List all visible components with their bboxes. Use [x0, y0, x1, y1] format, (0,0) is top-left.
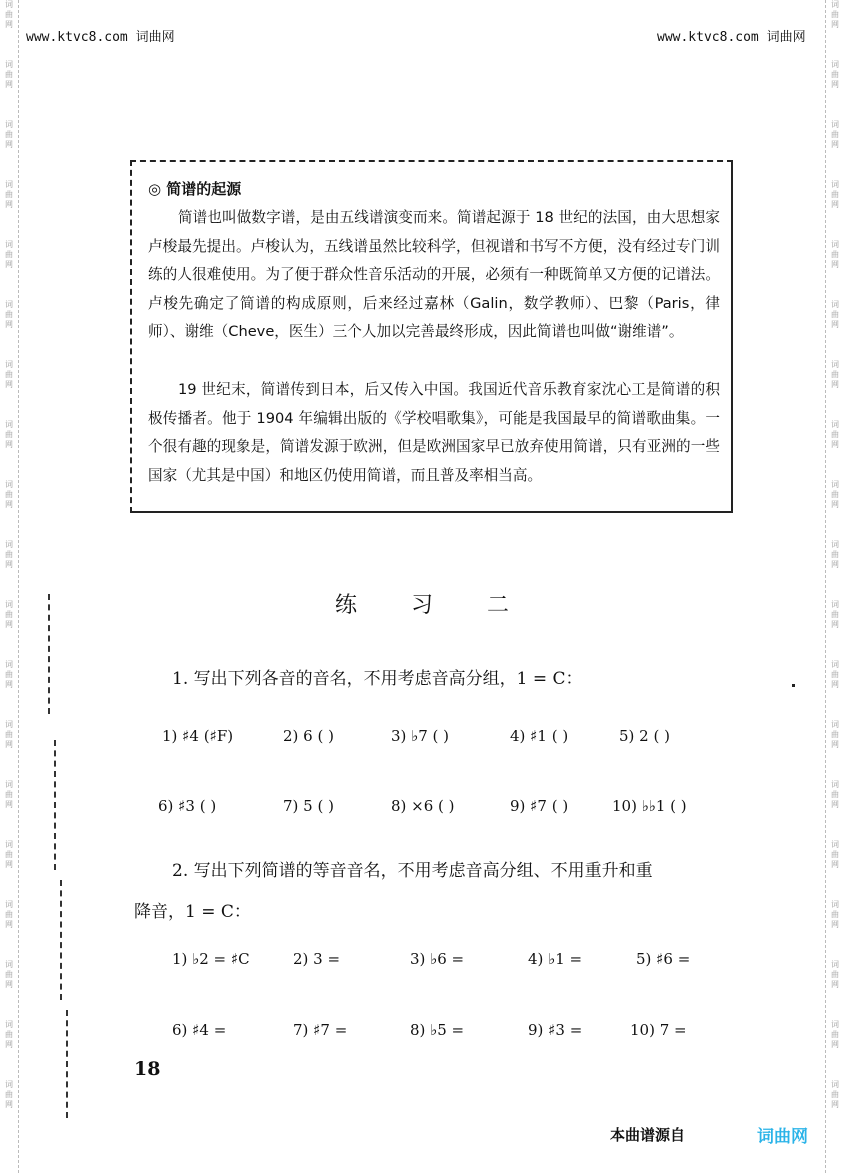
side-watermark-char: 网	[5, 500, 13, 509]
side-watermark-char: 曲	[5, 250, 13, 259]
side-watermark-group	[826, 420, 844, 480]
margin-line	[54, 740, 56, 870]
side-watermark-char: 网	[831, 1040, 839, 1049]
side-watermark-char: 网	[5, 200, 13, 209]
side-watermark-char: 曲	[5, 610, 13, 619]
side-watermark-char: 词	[831, 900, 839, 909]
side-watermark-char: 网	[831, 440, 839, 449]
side-watermark-char: 曲	[831, 310, 839, 319]
question-2-line-2: 降音，1 = C：	[134, 902, 251, 922]
side-watermark-group	[826, 840, 844, 900]
q2-item: 2) 3 =	[293, 950, 341, 968]
side-watermark-group	[826, 240, 844, 300]
side-watermark-char: 词	[831, 120, 839, 129]
side-watermark-char: 曲	[5, 1090, 13, 1099]
side-watermark-char: 词	[5, 120, 13, 129]
side-watermark-char: 词	[5, 1080, 13, 1089]
side-watermark-char: 词	[5, 780, 13, 789]
side-watermark-group	[0, 360, 18, 420]
side-watermark-char: 网	[831, 20, 839, 29]
side-watermark-char: 网	[5, 620, 13, 629]
side-watermark-char: 曲	[831, 250, 839, 259]
side-watermark-char: 词	[5, 480, 13, 489]
side-watermark-char: 曲	[831, 790, 839, 799]
q1-item: 5) 2 ( )	[619, 727, 670, 745]
side-watermark-group	[0, 660, 18, 720]
side-watermark-group	[826, 900, 844, 960]
side-watermark-char: 词	[5, 240, 13, 249]
side-watermark-char: 词	[5, 180, 13, 189]
margin-line	[66, 1010, 68, 1118]
side-watermark-char: 网	[5, 800, 13, 809]
side-watermark-char: 曲	[831, 430, 839, 439]
side-watermark-char: 网	[5, 20, 13, 29]
side-watermark-group	[0, 180, 18, 240]
side-watermark-char: 网	[831, 560, 839, 569]
side-watermark-char: 网	[5, 140, 13, 149]
q2-item: 10) 7 =	[630, 1021, 687, 1039]
q1-item: 4) ♯1 ( )	[510, 727, 569, 745]
side-watermark-group	[826, 660, 844, 720]
side-watermark-char: 曲	[5, 70, 13, 79]
side-watermark-group	[0, 1020, 18, 1080]
page-number: 18	[134, 1058, 161, 1080]
side-watermark-char: 词	[831, 480, 839, 489]
side-watermark-char: 网	[831, 860, 839, 869]
side-watermark-char: 曲	[5, 430, 13, 439]
side-watermark-group	[826, 720, 844, 780]
side-watermark-char: 曲	[831, 610, 839, 619]
side-watermark-char: 曲	[5, 910, 13, 919]
side-watermark-char: 网	[831, 680, 839, 689]
side-watermark-char: 网	[5, 920, 13, 929]
side-watermark-group	[0, 960, 18, 1020]
side-watermark-char: 词	[5, 960, 13, 969]
side-watermark-char: 词	[831, 180, 839, 189]
side-watermark-char: 网	[5, 860, 13, 869]
q2-item: 5) ♯6 =	[636, 950, 691, 968]
side-watermark-char: 词	[5, 60, 13, 69]
side-watermark-char: 词	[831, 300, 839, 309]
side-watermark-char: 网	[831, 1100, 839, 1109]
question-2-line-1: 2. 写出下列简谱的等音音名，不用考虑音高分组、不用重升和重	[172, 861, 653, 881]
side-watermark-char: 词	[831, 780, 839, 789]
side-watermark-char: 词	[831, 60, 839, 69]
side-watermark-group	[0, 780, 18, 840]
side-watermark-char: 网	[831, 800, 839, 809]
side-watermark-char: 曲	[831, 1090, 839, 1099]
side-watermark-char: 曲	[5, 490, 13, 499]
side-watermark-group	[0, 0, 18, 60]
q2-item: 1) ♭2 = ♯C	[172, 950, 250, 968]
side-watermark-char: 曲	[5, 130, 13, 139]
q1-item: 2) 6 ( )	[283, 727, 334, 745]
side-watermark-char: 网	[831, 980, 839, 989]
side-watermark-char: 词	[5, 840, 13, 849]
side-watermark-group	[0, 1080, 18, 1140]
side-watermark-group	[826, 0, 844, 60]
q2-item: 8) ♭5 =	[410, 1021, 465, 1039]
side-watermark-group	[826, 60, 844, 120]
side-watermark-group	[0, 420, 18, 480]
side-watermark-char: 曲	[831, 370, 839, 379]
side-watermark-group	[826, 960, 844, 1020]
side-watermark-char: 网	[5, 560, 13, 569]
side-watermark-char: 词	[831, 660, 839, 669]
side-watermark-char: 网	[5, 980, 13, 989]
origin-info-box	[130, 160, 733, 513]
side-watermark-char: 词	[831, 1080, 839, 1089]
q2-item: 6) ♯4 =	[172, 1021, 227, 1039]
side-watermark-char: 网	[831, 80, 839, 89]
side-watermark-group	[0, 60, 18, 120]
side-watermark-char: 曲	[831, 490, 839, 499]
side-watermark-char: 曲	[5, 1030, 13, 1039]
side-watermark-char: 词	[5, 420, 13, 429]
header-right-watermark: www.ktvc8.com 词曲网	[657, 30, 806, 45]
q2-item: 9) ♯3 =	[528, 1021, 583, 1039]
side-watermark-char: 曲	[5, 790, 13, 799]
right-watermark-strip	[825, 0, 844, 1173]
margin-line	[60, 880, 62, 1000]
side-watermark-char: 词	[831, 0, 839, 9]
side-watermark-group	[0, 720, 18, 780]
side-watermark-char: 曲	[831, 970, 839, 979]
side-watermark-char: 网	[5, 1100, 13, 1109]
side-watermark-char: 网	[831, 920, 839, 929]
side-watermark-group	[826, 780, 844, 840]
side-watermark-char: 网	[831, 380, 839, 389]
side-watermark-char: 网	[831, 200, 839, 209]
side-watermark-char: 词	[5, 540, 13, 549]
left-watermark-strip	[0, 0, 19, 1173]
side-watermark-group	[826, 180, 844, 240]
side-watermark-char: 词	[831, 540, 839, 549]
side-watermark-char: 曲	[831, 850, 839, 859]
side-watermark-char: 词	[5, 900, 13, 909]
side-watermark-char: 网	[5, 320, 13, 329]
side-watermark-char: 曲	[831, 550, 839, 559]
q1-item: 1) ♯4 (♯F)	[162, 727, 234, 745]
side-watermark-char: 曲	[831, 190, 839, 199]
side-watermark-char: 词	[831, 960, 839, 969]
q1-item: 10) ♭♭1 ( )	[612, 797, 687, 815]
side-watermark-char: 曲	[5, 970, 13, 979]
side-watermark-char: 网	[831, 260, 839, 269]
side-watermark-group	[0, 240, 18, 300]
box-paragraph-1: 简谱也叫做数字谱，是由五线谱演变而来。简谱起源于 18 世纪的法国，由大思想家卢梭最先提出。卢梭认为，五线谱虽然比较科学，但视谱和书写不方便，没有经过专门训练的人很难使用。为了便于群众性音乐活动的开展，必须有一种既简单又方便的记谱法。卢梭先确定了简谱的构成原则，后来经过嘉林（Galin，数学教师）、巴黎（Paris，律师）、谢维（Cheve，医生）三个人加以完善最终形成，因此简谱也叫做“谢维谱”。	[148, 209, 720, 341]
q2-item: 4) ♭1 =	[528, 950, 583, 968]
question-1-text: 1. 写出下列各音的音名，不用考虑音高分组，1 = C：	[172, 669, 583, 689]
side-watermark-char: 网	[831, 500, 839, 509]
exercise-title: 练习二	[334, 593, 563, 618]
side-watermark-char: 曲	[831, 130, 839, 139]
side-watermark-char: 曲	[5, 10, 13, 19]
q1-item: 6) ♯3 ( )	[158, 797, 217, 815]
side-watermark-group	[826, 1080, 844, 1140]
side-watermark-group	[826, 300, 844, 360]
side-watermark-char: 词	[831, 1020, 839, 1029]
q2-item: 7) ♯7 =	[293, 1021, 348, 1039]
footer-brand-link[interactable]: 词曲网	[757, 1127, 808, 1147]
side-watermark-group	[826, 1020, 844, 1080]
footer-source-label: 本曲谱源自	[610, 1126, 686, 1144]
side-watermark-char: 曲	[5, 370, 13, 379]
q1-item: 3) ♭7 ( )	[391, 727, 450, 745]
side-watermark-char: 网	[831, 620, 839, 629]
side-watermark-char: 网	[5, 740, 13, 749]
side-watermark-char: 词	[831, 360, 839, 369]
side-watermark-char: 网	[831, 320, 839, 329]
side-watermark-char: 曲	[831, 670, 839, 679]
side-watermark-char: 网	[5, 260, 13, 269]
side-watermark-char: 词	[5, 720, 13, 729]
box-title: ◎ 简谱的起源	[148, 180, 242, 198]
q1-item: 8) ×6 ( )	[391, 797, 455, 815]
side-watermark-char: 词	[5, 600, 13, 609]
q2-item: 3) ♭6 =	[410, 950, 465, 968]
side-watermark-char: 网	[831, 140, 839, 149]
side-watermark-char: 曲	[831, 10, 839, 19]
side-watermark-char: 词	[5, 360, 13, 369]
side-watermark-char: 曲	[5, 190, 13, 199]
side-watermark-group	[0, 120, 18, 180]
side-watermark-char: 曲	[5, 850, 13, 859]
side-watermark-char: 曲	[831, 730, 839, 739]
stray-dot	[792, 684, 795, 687]
side-watermark-char: 词	[831, 600, 839, 609]
side-watermark-char: 网	[5, 1040, 13, 1049]
q1-item: 9) ♯7 ( )	[510, 797, 569, 815]
side-watermark-char: 词	[831, 240, 839, 249]
side-watermark-char: 词	[5, 300, 13, 309]
side-watermark-char: 曲	[831, 910, 839, 919]
side-watermark-char: 曲	[5, 310, 13, 319]
side-watermark-char: 词	[831, 420, 839, 429]
side-watermark-char: 网	[5, 380, 13, 389]
side-watermark-char: 曲	[5, 670, 13, 679]
side-watermark-group	[826, 360, 844, 420]
side-watermark-char: 词	[831, 840, 839, 849]
side-watermark-char: 网	[5, 440, 13, 449]
side-watermark-char: 曲	[831, 70, 839, 79]
box-paragraph-2: 19 世纪末，简谱传到日本，后又传入中国。我国近代音乐教育家沈心工是简谱的积极传播者。他于 1904 年编辑出版的《学校唱歌集》，可能是我国最早的简谱歌曲集。一个很有趣的现象是，简谱发源于欧洲，但是欧洲国家早已放弃使用简谱，只有亚洲的一些国家（尤其是中国）和地区仍使用简谱，而且普及率相当高。	[148, 381, 720, 484]
side-watermark-char: 词	[831, 720, 839, 729]
side-watermark-group	[826, 120, 844, 180]
side-watermark-char: 曲	[831, 1030, 839, 1039]
side-watermark-group	[0, 900, 18, 960]
side-watermark-char: 词	[5, 660, 13, 669]
side-watermark-group	[0, 480, 18, 540]
side-watermark-group	[0, 300, 18, 360]
q1-item: 7) 5 ( )	[283, 797, 334, 815]
side-watermark-group	[826, 480, 844, 540]
side-watermark-char: 网	[5, 80, 13, 89]
side-watermark-char: 网	[831, 740, 839, 749]
side-watermark-char: 网	[5, 680, 13, 689]
side-watermark-char: 曲	[5, 550, 13, 559]
side-watermark-char: 曲	[5, 730, 13, 739]
side-watermark-group	[0, 840, 18, 900]
side-watermark-char: 词	[5, 0, 13, 9]
side-watermark-char: 词	[5, 1020, 13, 1029]
header-left-watermark: www.ktvc8.com 词曲网	[26, 30, 175, 45]
